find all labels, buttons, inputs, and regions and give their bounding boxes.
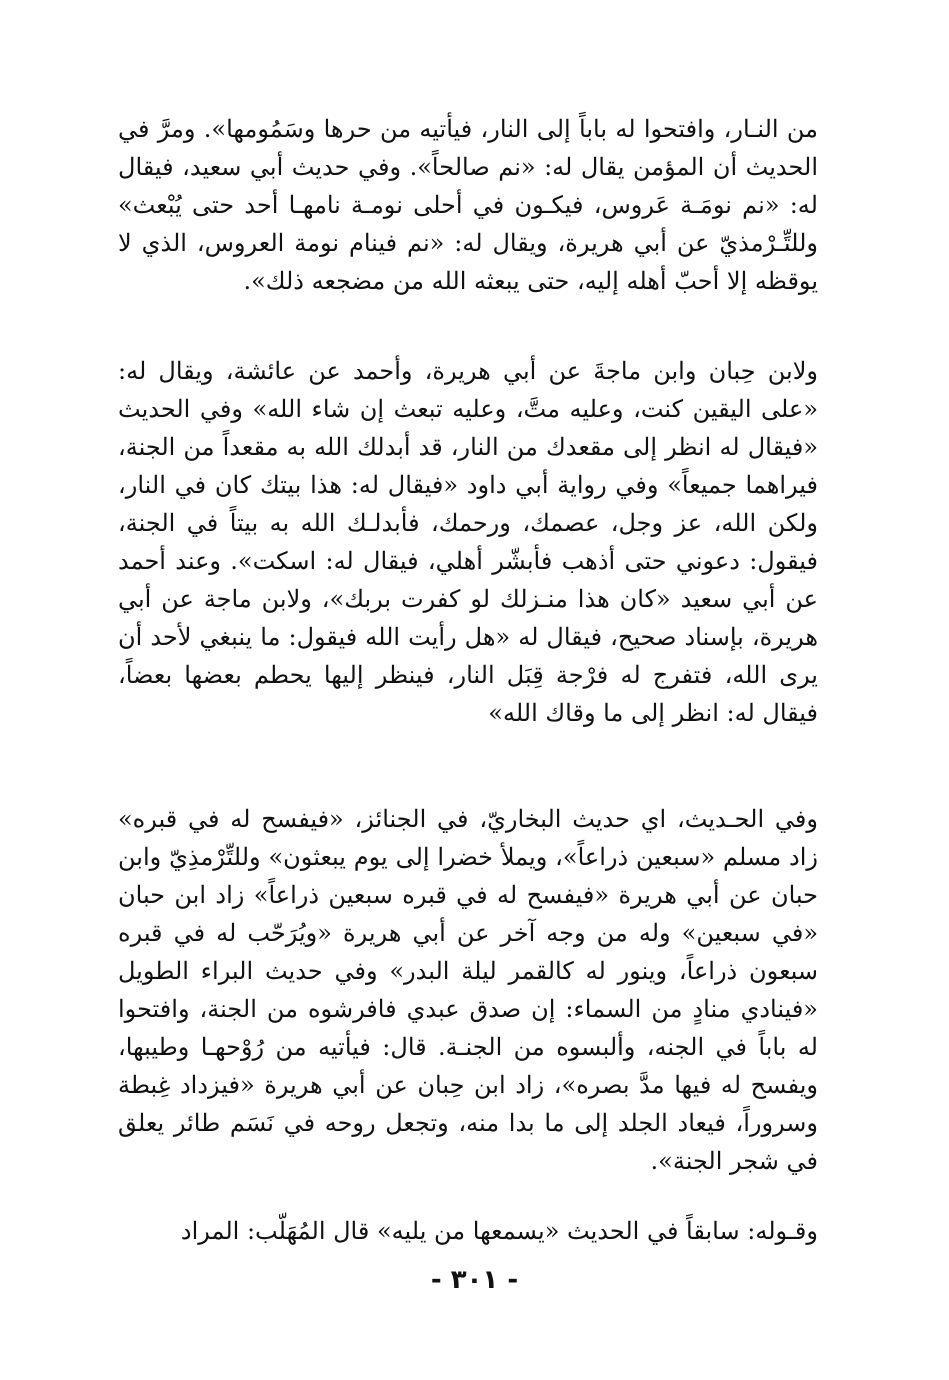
paragraph-2: ولابن حِبان وابن ماجةَ عن أبي هريرة، وأحمد عن عائشة، ويقال له: «على اليقين كنت، وعليه متَّ، وعليه تبعث إن شاء الله» وفي الحديث «فيقال له انظر إلى مقعدك من النار، قد أبدلك الله به مقعداً من الجنة، فيراهما جميعاً» وفي رواية أبي داود «فيقال له: هذا بيتك كان في النار، ولكن الله، عز وجل، عصمك، ورحمك، فأبدلـك الله به بيتاً في الجنة، فيقول: دعوني حتى أذهب فأبشّر أهلي، فيقال له: اسكت». وعند أحمد عن أبي سعيد «كان هذا منـزلك لو كفرت بربك»، ولابن ماجة عن أبي هريرة، بإسناد صحيح، فيقال له «هل رأيت الله فيقول: ما ينبغي لأحد أن يرى الله، فتفرج له فرْجة قِبَل النار، فينظر إليها يحطم بعضها بعضاً، فيقال له: انظر إلى ما وقاك الله» xyxy=(118,357,819,727)
paragraph-3: وفي الحـديث، اي حديث البخاريّ، في الجنائز، «فيفسح له في قبره» زاد مسلم «سبعين ذراعاً»، ويملأ خضرا إلى يوم يبعثون» وللتِّرْمذِيّ وابن حبان عن أبي هريرة «فيفسح له في قبره سبعين ذراعاً» زاد ابن حبان «في سبعين» وله من وجه آخر عن أبي هريرة «ويُرَحّب له في قبره سبعون ذراعاً، وينور له كالقمر ليلة البدر» وفي حديث البراء الطويل «فينادي منادٍ من السماء: إن صدق عبدي فافرشوه من الجنة، وافتحوا له باباً في الجنه، وألبسوه من الجنـة. قال: فيأتيه من رُوْحهـا وطيبها، ويفسح له فيها مدَّ بصره»، زاد ابن حِبان عن أبي هريرة «فيزداد غِبطة وسروراً، فيعاد الجلد إلى ما بدا منه، وتجعل روحه في نَسَم طائر يعلق في شجر الجنة». xyxy=(118,805,818,1175)
page-number: - ٣٠١ - xyxy=(430,1265,519,1295)
paragraph-1: من النـار، وافتحوا له باباً إلى النار، فيأتيه من حرها وسَمُومها». ومرَّ في الحديث أن المؤمن يقال له: «نم صالحاً». وفي حديث أبي سعيد، فيقال له: «نم نومَـة عَروس، فيكـون في أحلى نومـة نامهـا أحد حتى يُبْعث» وللتِّـرْمذيّ عن أبي هريرة، ويقال له: «نم فينام نومة العروس، الذي لا يوقظه إلا أحبّ أهله إليه، حتى يبعثه الله من مضجعه ذلك». xyxy=(118,115,818,295)
paragraph-4: وقـوله: سابقاً في الحديث «يسمعها من يليه» قال المُهَلّب: المراد xyxy=(180,1217,818,1245)
